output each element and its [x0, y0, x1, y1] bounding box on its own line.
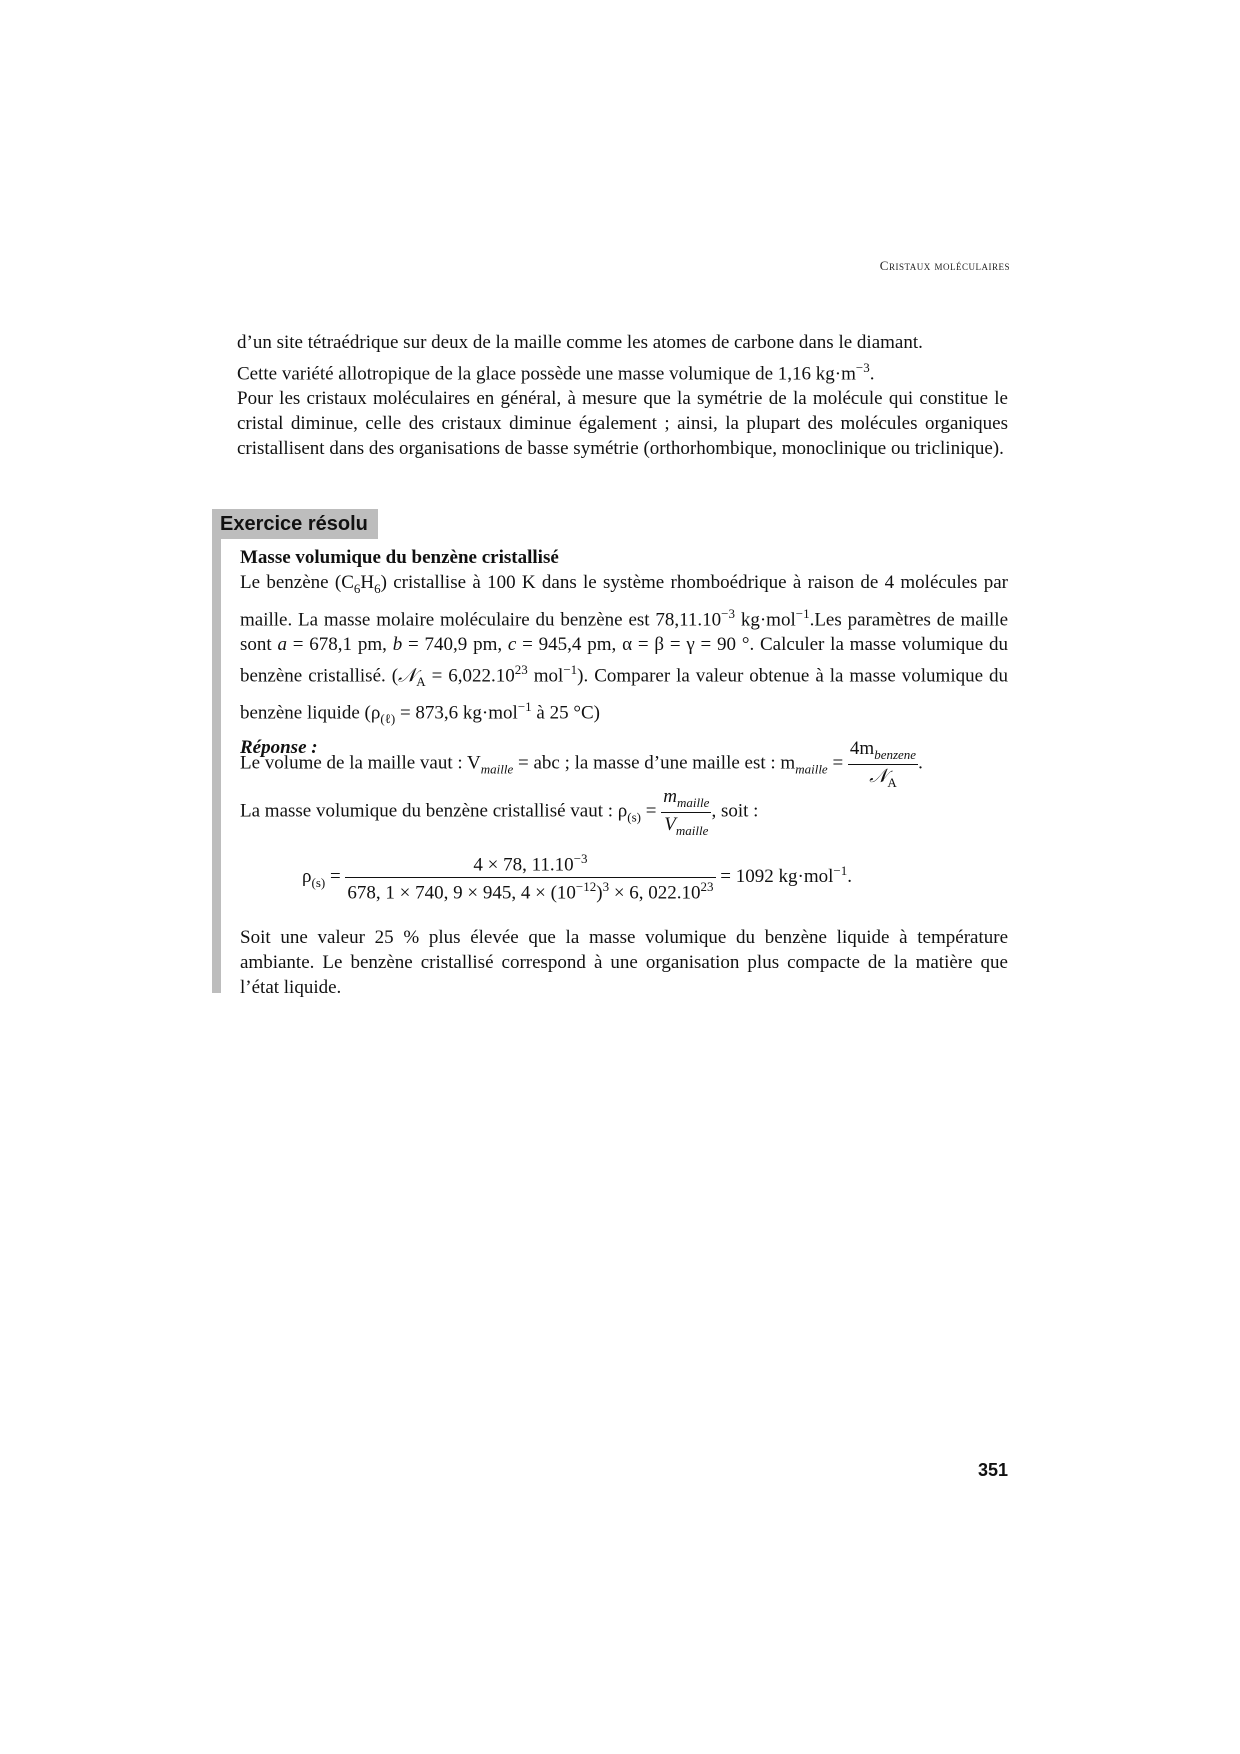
de-den-c: × 6, 022.10: [609, 882, 701, 904]
l2-den-sub: maille: [675, 822, 709, 838]
st-rho-sub: (ℓ): [380, 711, 396, 727]
de-num-exp: −3: [573, 851, 588, 866]
st-exp3: 23: [514, 662, 528, 678]
paragraph-1: [237, 330, 1008, 386]
p1-end: .: [869, 363, 875, 385]
page-number: 351: [977, 1460, 1008, 1480]
de-eq: =: [325, 866, 346, 888]
st-b: H: [360, 572, 375, 593]
de-lhs: ρ: [302, 866, 312, 888]
density-fraction: [661, 786, 711, 839]
st-na-sub: A: [416, 674, 426, 690]
l2-den: V: [664, 813, 676, 835]
st-exp4: −1: [563, 662, 578, 678]
st-a: Le benzène (C: [240, 572, 354, 593]
l2-num: m: [663, 786, 677, 807]
l1-t2: = abc ; la masse d’une maille est : m: [513, 752, 796, 774]
l2-num-sub: maille: [676, 794, 710, 810]
l1-num: 4m: [849, 738, 875, 759]
answer-line-1: [240, 738, 1010, 791]
st-g: = 740,9 pm,: [402, 634, 508, 656]
p1-line1: d’un site tétraédrique sur deux de la maille comme les atomes de carbone dans le diamant.: [237, 332, 923, 353]
de-den-exp2: 3: [602, 879, 610, 895]
st-i: = 6,022.10: [425, 665, 515, 687]
de-den-a: 678, 1 × 740, 9 × 945, 4 × (10: [347, 882, 576, 904]
paragraph-2: [237, 386, 1008, 461]
de-num: 4 × 78, 11.10: [473, 854, 574, 876]
l1-end: .: [918, 752, 923, 774]
st-k: ). Comparer la valeur obtenue à la masse volumique du benzène liquide (ρ: [240, 665, 1009, 724]
running-title: Cristaux moléculaires: [879, 258, 1010, 273]
l1-sub1: maille: [480, 761, 514, 777]
st-e: .Les paramètres de maille sont: [240, 609, 1008, 656]
l1-den-sub: A: [887, 774, 897, 790]
p1-exponent: −3: [855, 360, 870, 375]
st-sub1: 6: [353, 580, 361, 596]
exercise-statement: [240, 570, 1008, 731]
l2-sub1: (s): [627, 809, 641, 825]
st-exp1: −3: [721, 605, 736, 621]
exercise-tab: Exercice résolu: [212, 509, 378, 539]
de-den-b: ): [596, 882, 603, 904]
de-den-exp1: −12: [575, 879, 597, 895]
display-equation: [302, 851, 852, 905]
st-c: ) cristallise à 100 K dans le système rhomboédrique à raison de 4 molécules par maille. La masse molaire moléculaire du benzène est 78,11.10: [240, 572, 1008, 631]
l1-den: 𝒩: [869, 765, 888, 787]
l1-t3: =: [827, 752, 848, 774]
exercise-side-bar: [212, 539, 221, 993]
de-lhs-sub: (s): [311, 874, 326, 890]
st-var-c: c: [507, 634, 517, 656]
st-m: à 25 °C): [531, 702, 600, 724]
exercise-title: Masse volumique du benzène cristallisé: [240, 547, 559, 568]
st-h: = 945,4 pm, α = β = γ = 90 °. Calculer la masse volumique du benzène cristallisé. (: [240, 634, 1008, 687]
reponse-label: Réponse :: [240, 737, 318, 759]
st-sub2: 6: [374, 580, 381, 596]
st-exp5: −1: [517, 699, 532, 715]
big-fraction: [345, 851, 715, 905]
l1-t1: Le volume de la maille vaut : V: [240, 752, 481, 774]
st-na: 𝒩: [398, 665, 417, 687]
mass-fraction: [848, 738, 918, 791]
p1-line2: Cette variété allotropique de la glace possède une masse volumique de 1,16 kg·m: [237, 363, 856, 385]
de-rhs-end: .: [847, 866, 852, 888]
p2-text: Pour les cristaux moléculaires en général, à mesure que la symétrie de la molécule qui constitue le cristal diminue, celle des cristaux diminue également ; ainsi, la plupart des molécules organiques cristallisent dans des organisations de basse symétrie (orthorhombique, monoclinique ou triclinique).: [237, 388, 1008, 459]
conclusion: Soit une valeur 25 % plus élevée que la masse volumique du benzène liquide à température ambiante. Le benzène cristallisé correspond à une organisation plus compacte de la matière que l’état liquide.: [240, 927, 1008, 998]
st-var-b: b: [392, 634, 403, 656]
st-l: = 873,6 kg·mol: [395, 702, 518, 724]
l1-sub2: maille: [795, 761, 828, 777]
answer-line-2: [240, 786, 1010, 839]
st-j: mol: [527, 665, 564, 687]
st-f: = 678,1 pm,: [286, 634, 393, 656]
de-rhs: = 1092 kg·mol: [715, 866, 834, 888]
de-rhs-exp: −1: [833, 862, 848, 878]
de-den-exp3: 23: [700, 879, 714, 895]
l2-end: , soit :: [711, 800, 759, 822]
l2-t1: La masse volumique du benzène cristallisé vaut : ρ: [240, 800, 628, 822]
l1-num-sub: benzene: [874, 746, 917, 762]
l2-t2: =: [640, 800, 662, 822]
st-var-a: a: [277, 634, 287, 656]
st-exp2: −1: [795, 605, 810, 621]
st-d: kg·mol: [735, 609, 796, 631]
exercise-body: [240, 545, 1008, 766]
